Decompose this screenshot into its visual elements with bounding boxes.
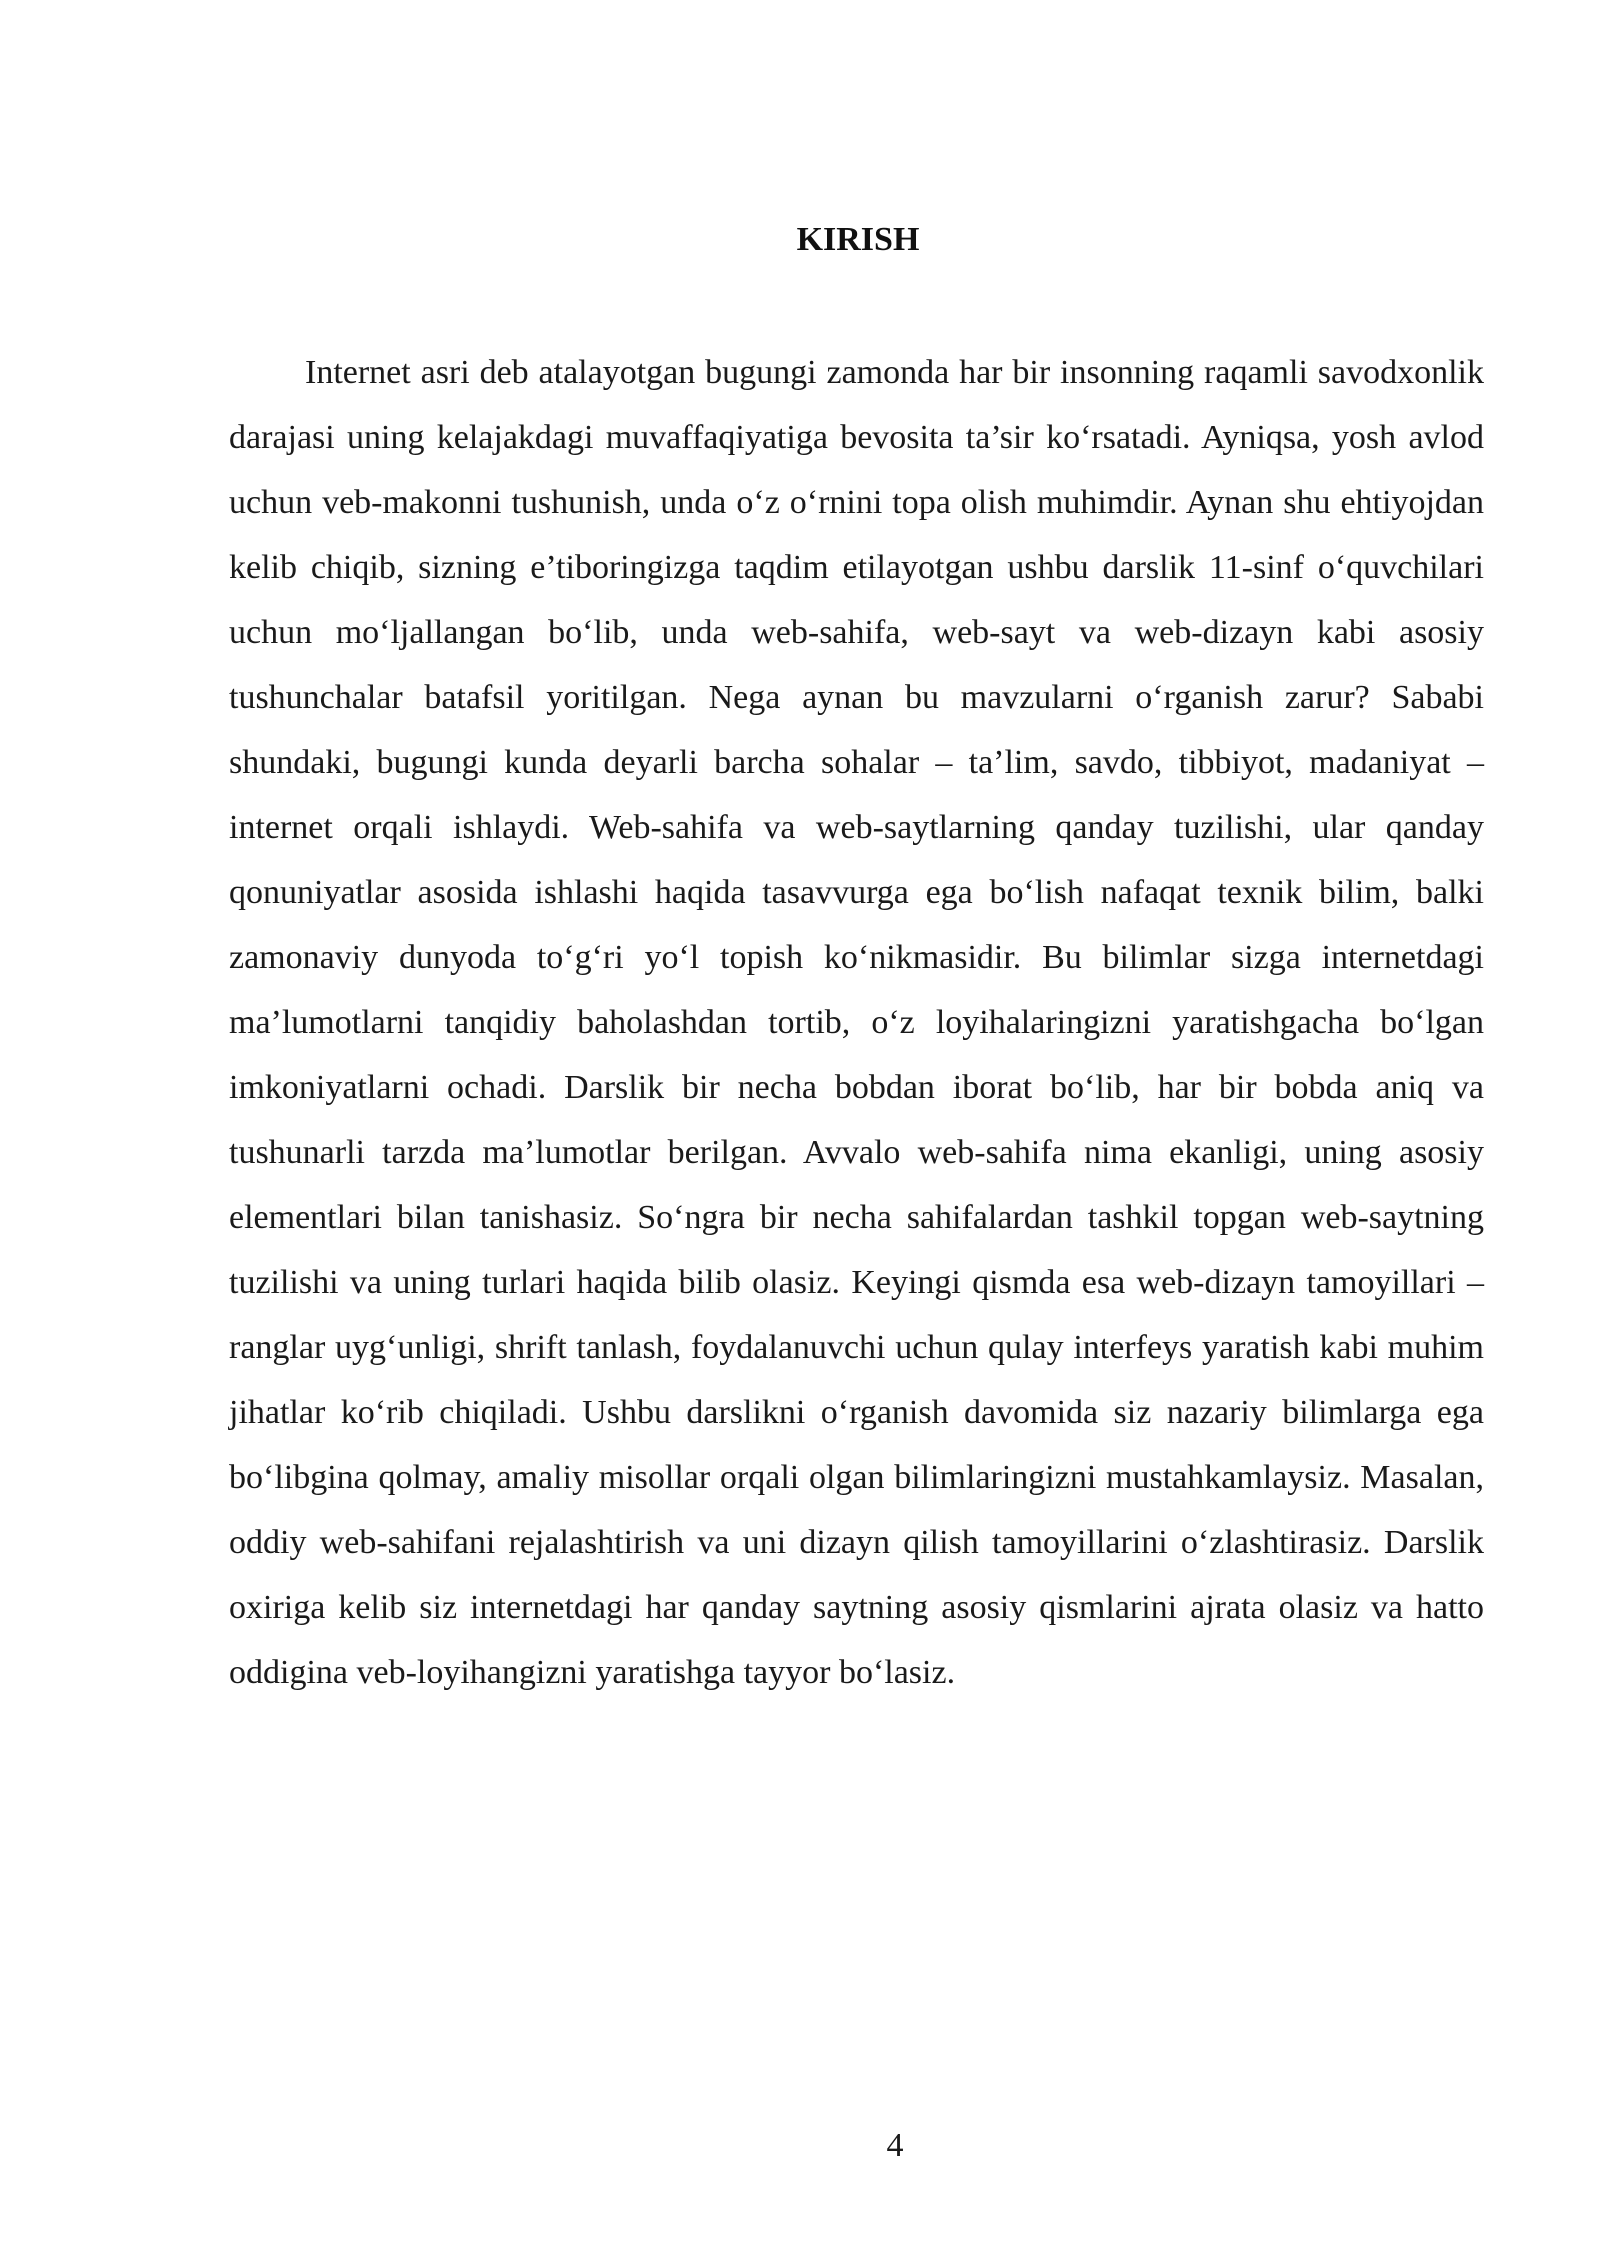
body-paragraph: Internet asri deb atalayotgan bugungi zamonda har bir insonning raqamli savodxonlik darajasi uning kelajakdagi muvaffaqiyatiga bevosita ta’sir ko‘rsatadi. Ayniqsa, yosh avlod uchun veb-makonni tushunish, unda o‘z o‘rnini topa olish muhimdir. Aynan shu ehtiyojdan kelib chiqib, sizning e’tiboringizga taqdim etilayotgan ushbu darslik 11-sinf o‘quvchilari uchun mo‘ljallangan bo‘lib, unda web-sahifa, web-sayt va web-dizayn kabi asosiy tushunchalar batafsil yoritilgan. Nega aynan bu mavzularni o‘rganish zarur? Sababi shundaki, bugungi kunda deyarli barcha sohalar – ta’lim, savdo, tibbiyot, madaniyat – internet orqali ishlaydi. Web-sahifa va web-saytlarning qanday tuzilishi, ular qanday qonuniyatlar asosida ishlashi haqida tasavvurga ega bo‘lish nafaqat texnik bilim, balki zamonaviy dunyoda to‘g‘ri yo‘l topish ko‘nikmasidir. Bu bilimlar sizga internetdagi ma’lumotlarni tanqidiy baholashdan tortib, o‘z loyihalaringizni yaratishgacha bo‘lgan imkoniyatlarni ochadi. Darslik bir necha bobdan iborat bo‘lib, har bir bobda aniq va tushunarli tarzda ma’lumotlar berilgan. Avvalo web-sahifa nima ekanligi, uning asosiy elementlari bilan tanishasiz. So‘ngra bir necha sahifalardan tashkil topgan web-saytning tuzilishi va uning turlari haqida bilib olasiz. Keyingi qismda esa web-dizayn tamoyillari – ranglar uyg‘unligi, shrift tanlash, foydalanuvchi uchun qulay interfeys yaratish kabi muhim jihatlar ko‘rib chiqiladi. Ushbu darslikni o‘rganish davomida siz nazariy bilimlarga ega bo‘libgina qolmay, amaliy misollar orqali olgan bilimlaringizni mustahkamlaysiz. Masalan, oddiy web-sahifani rejalashtirish va uni dizayn qilish tamoyillarini o‘zlashtirasiz. Darslik oxiriga kelib siz internetdagi har qanday saytning asosiy qismlarini ajrata olasiz va hatto oddigina veb-loyihangizni yaratishga tayyor bo‘lasiz. (229, 354, 1484, 1691)
page-number: 4 (886, 2127, 904, 2164)
section-heading: KIRISH (796, 221, 920, 258)
